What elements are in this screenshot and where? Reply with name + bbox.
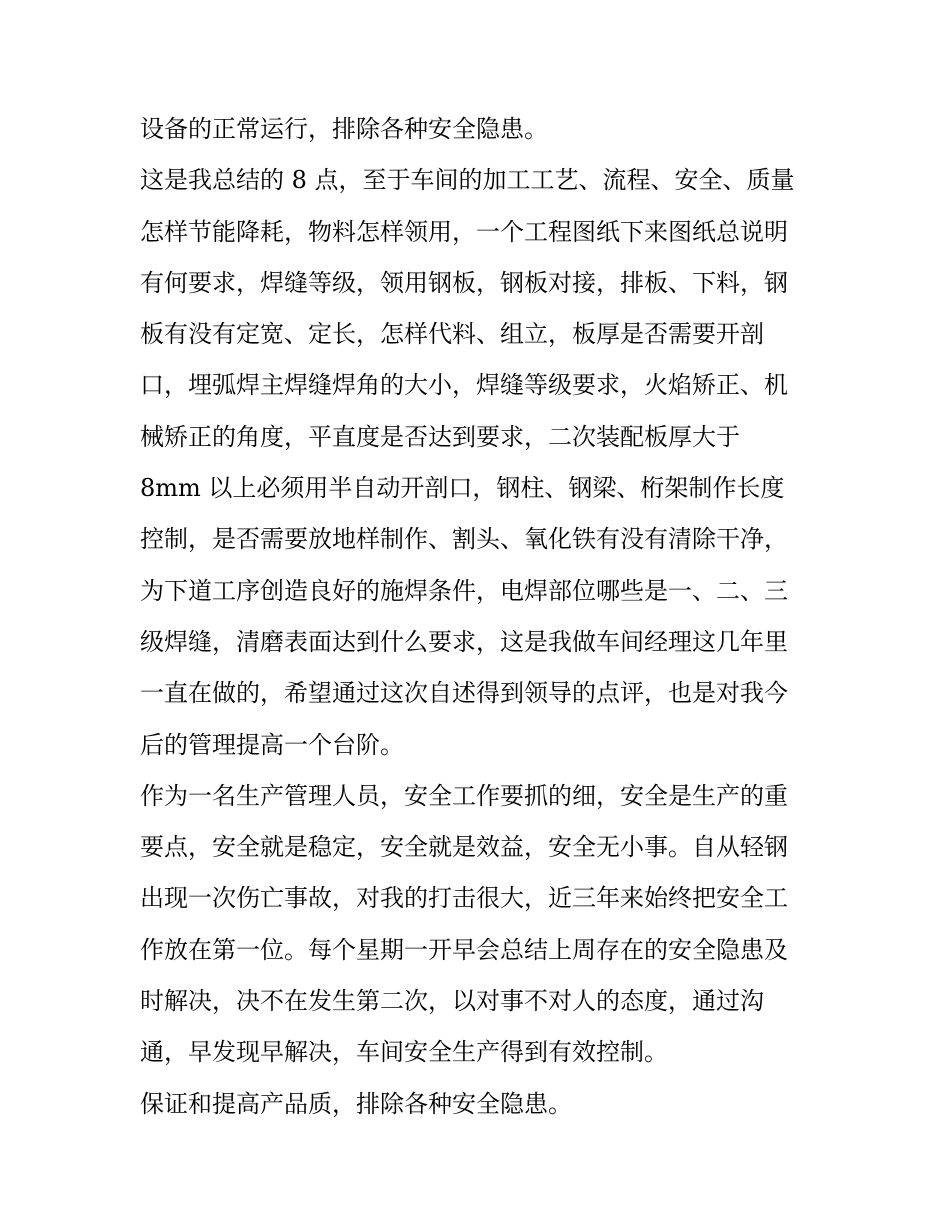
text-line: 板有没有定宽、定长，怎样代料、组立，板厚是否需要开剖 [140, 320, 764, 349]
text-line: 控制，是否需要放地样制作、割头、氧化铁有没有清除干净， [140, 525, 788, 554]
text-line: 通，早发现早解决，车间安全生产得到有效控制。 [140, 1038, 668, 1067]
text-line: 保证和提高产品质，排除各种安全隐患。 [140, 1089, 572, 1118]
text-line: 级焊缝，清磨表面达到什么要求，这是我做车间经理这几年里 [140, 627, 788, 656]
text-line: 作放在第一位。每个星期一开早会总结上周存在的安全隐患及 [140, 935, 788, 964]
text-line: 怎样节能降耗，物料怎样领用，一个工程图纸下来图纸总说明 [140, 217, 788, 246]
text-line: 出现一次伤亡事故，对我的打击很大，近三年来始终把安全工 [140, 884, 788, 913]
text-line: 口，埋弧焊主焊缝焊角的大小，焊缝等级要求，火焰矫正、机 [140, 371, 788, 400]
text-line: 后的管理提高一个台阶。 [140, 730, 404, 759]
text-line: 8mm 以上必须用半自动开剖口，钢柱、钢梁、桁架制作长度 [140, 474, 785, 503]
text-line: 作为一名生产管理人员，安全工作要抓的细，安全是生产的重 [140, 781, 788, 810]
text-line: 有何要求，焊缝等级，领用钢板，钢板对接，排板、下料，钢 [140, 268, 788, 297]
document-body [140, 104, 820, 1130]
text-line: 这是我总结的 8 点，至于车间的加工工艺、流程、安全、质量 [140, 166, 795, 195]
text-line: 为下道工序创造良好的施焊条件，电焊部位哪些是一、二、三 [140, 576, 788, 605]
text-line: 一直在做的，希望通过这次自述得到领导的点评，也是对我今 [140, 679, 788, 708]
text-line: 要点，安全就是稳定，安全就是效益，安全无小事。自从轻钢 [140, 833, 788, 862]
text-line: 械矫正的角度，平直度是否达到要求，二次装配板厚大于 [140, 422, 740, 451]
text-line: 设备的正常运行，排除各种安全隐患。 [140, 115, 548, 143]
text-line: 时解决，决不在发生第二次，以对事不对人的态度，通过沟 [140, 987, 764, 1016]
